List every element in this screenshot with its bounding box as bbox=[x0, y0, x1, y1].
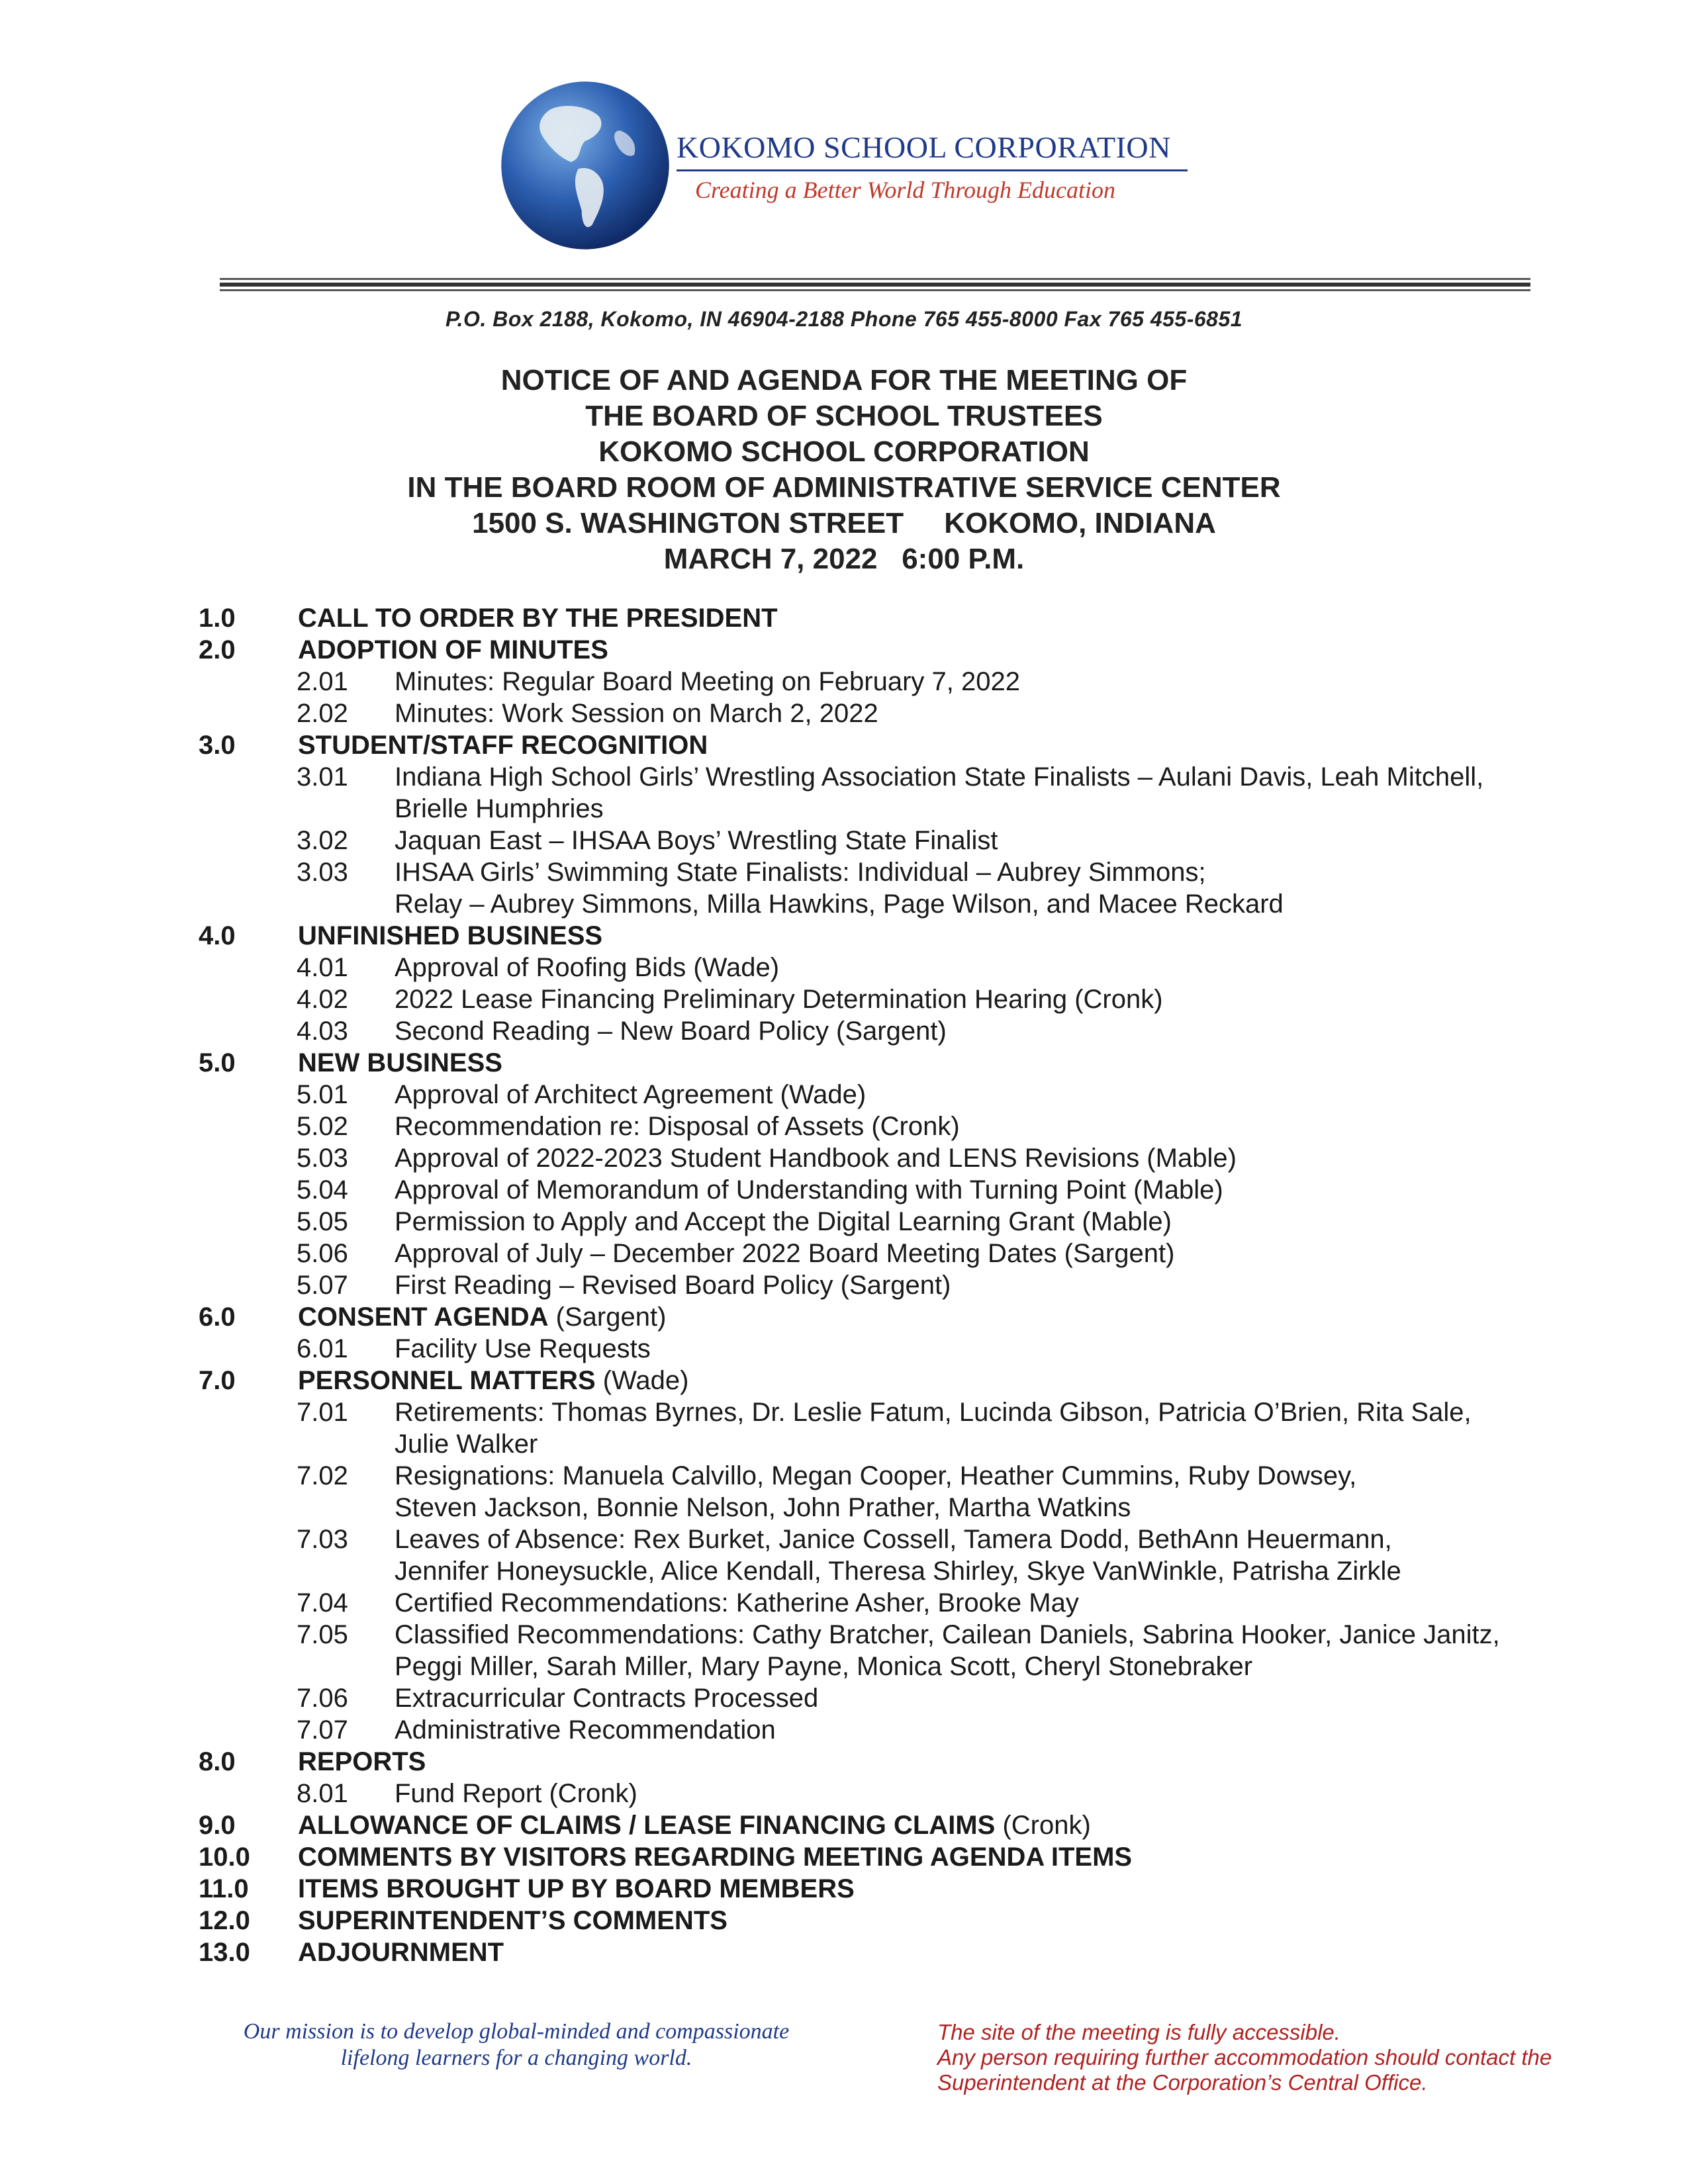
item-number: 5.07 bbox=[297, 1271, 348, 1300]
agenda-item bbox=[0, 1715, 1688, 1747]
item-line: IHSAA Girls’ Swimming State Finalists: Individual – Aubrey Simmons; bbox=[395, 858, 1206, 887]
agenda-item bbox=[0, 1684, 1688, 1715]
item-line: Resignations: Manuela Calvillo, Megan Cooper, Heather Cummins, Ruby Dowsey, bbox=[395, 1461, 1357, 1490]
agenda-item bbox=[0, 1334, 1688, 1366]
agenda-section bbox=[0, 604, 1688, 635]
title-line: IN THE BOARD ROOM OF ADMINISTRATIVE SERVICE CENTER bbox=[407, 471, 1281, 504]
section-title: ADJOURNMENT bbox=[298, 1938, 504, 1967]
item-number: 7.06 bbox=[297, 1684, 348, 1713]
agenda-item bbox=[0, 1112, 1688, 1144]
title-line: MARCH 7, 2022 6:00 P.M. bbox=[663, 543, 1025, 575]
section-number: 10.0 bbox=[199, 1843, 250, 1872]
agenda-item bbox=[0, 1239, 1688, 1271]
agenda-section bbox=[0, 1302, 1688, 1334]
item-line: Classified Recommendations: Cathy Bratcher, Cailean Daniels, Sabrina Hooker, Janice Janitz, bbox=[395, 1620, 1500, 1649]
section-heading bbox=[298, 921, 602, 951]
header-divider bbox=[220, 278, 1530, 294]
item-number: 6.01 bbox=[297, 1334, 348, 1363]
section-number: 3.0 bbox=[199, 731, 236, 760]
item-number: 4.02 bbox=[297, 985, 348, 1014]
section-heading bbox=[298, 1366, 688, 1396]
item-line: Approval of Roofing Bids (Wade) bbox=[395, 953, 780, 982]
agenda-item bbox=[0, 1525, 1688, 1588]
item-text bbox=[395, 1239, 1174, 1271]
section-title: NEW BUSINESS bbox=[298, 1048, 502, 1077]
item-line: Minutes: Work Session on March 2, 2022 bbox=[395, 699, 878, 728]
section-title: COMMENTS BY VISITORS REGARDING MEETING AGENDA ITEMS bbox=[298, 1843, 1133, 1872]
item-text bbox=[395, 1715, 776, 1747]
section-heading bbox=[298, 1874, 855, 1904]
org-name-underline bbox=[677, 169, 1188, 171]
item-number: 3.02 bbox=[297, 826, 348, 855]
agenda-section bbox=[0, 635, 1688, 667]
item-number: 7.05 bbox=[297, 1620, 348, 1649]
item-number: 5.04 bbox=[297, 1175, 348, 1205]
item-line: Leaves of Absence: Rex Burket, Janice Cossell, Tamera Dodd, BethAnn Heuermann, bbox=[395, 1525, 1392, 1554]
agenda-item bbox=[0, 1398, 1688, 1461]
section-number: 8.0 bbox=[199, 1747, 236, 1776]
item-line: Approval of Architect Agreement (Wade) bbox=[395, 1080, 867, 1109]
section-number: 7.0 bbox=[199, 1366, 236, 1395]
agenda-item bbox=[0, 1080, 1688, 1112]
item-text bbox=[395, 1080, 866, 1112]
section-heading bbox=[298, 731, 708, 760]
agenda-item bbox=[0, 1779, 1688, 1811]
section-title: ITEMS BROUGHT UP BY BOARD MEMBERS bbox=[298, 1874, 855, 1903]
section-heading bbox=[298, 1811, 1091, 1841]
agenda-item bbox=[0, 1144, 1688, 1175]
section-number: 11.0 bbox=[199, 1874, 249, 1903]
item-line: First Reading – Revised Board Policy (Sargent) bbox=[395, 1271, 951, 1300]
agenda-item bbox=[0, 1620, 1688, 1684]
agenda-section bbox=[0, 1874, 1688, 1906]
org-tagline: Creating a Better World Through Education bbox=[695, 177, 1115, 203]
item-text bbox=[395, 667, 1020, 699]
section-number: 2.0 bbox=[199, 635, 236, 664]
item-text bbox=[395, 1175, 1223, 1207]
agenda-item bbox=[0, 826, 1688, 858]
globe-logo-icon bbox=[498, 78, 673, 253]
item-text bbox=[395, 1017, 947, 1048]
section-heading bbox=[298, 1747, 426, 1777]
accessibility-notice bbox=[937, 2020, 1613, 2095]
item-number: 5.06 bbox=[297, 1239, 348, 1268]
agenda-list bbox=[0, 604, 1688, 1970]
item-line: Jennifer Honeysuckle, Alice Kendall, Theresa Shirley, Skye VanWinkle, Patrisha Zirkle bbox=[395, 1557, 1401, 1586]
item-text bbox=[395, 1112, 960, 1144]
item-line: 2022 Lease Financing Preliminary Determination Hearing (Cronk) bbox=[395, 985, 1163, 1014]
agenda-item bbox=[0, 699, 1688, 731]
section-number: 4.0 bbox=[199, 921, 236, 950]
agenda-item bbox=[0, 1588, 1688, 1620]
agenda-item bbox=[0, 1271, 1688, 1302]
agenda-section bbox=[0, 1811, 1688, 1843]
section-number: 1.0 bbox=[199, 604, 236, 633]
item-text bbox=[395, 1207, 1172, 1239]
item-text bbox=[395, 1144, 1237, 1175]
agenda-item bbox=[0, 667, 1688, 699]
item-line: Jaquan East – IHSAA Boys’ Wrestling State Finalist bbox=[395, 826, 998, 855]
section-title: REPORTS bbox=[298, 1747, 426, 1776]
item-text bbox=[395, 699, 878, 731]
section-number: 5.0 bbox=[199, 1048, 236, 1077]
section-number: 13.0 bbox=[199, 1938, 250, 1967]
item-text bbox=[395, 1525, 1401, 1588]
item-line: Facility Use Requests bbox=[395, 1334, 651, 1363]
item-number: 3.01 bbox=[297, 762, 348, 792]
section-title: ADOPTION OF MINUTES bbox=[298, 635, 608, 664]
mission-line: Our mission is to develop global-minded and compassionate bbox=[243, 2019, 790, 2044]
section-presenter: (Cronk) bbox=[1002, 1811, 1091, 1840]
section-heading bbox=[298, 1843, 1132, 1872]
item-number: 5.01 bbox=[297, 1080, 348, 1109]
item-number: 8.01 bbox=[297, 1779, 348, 1808]
section-heading bbox=[298, 1938, 504, 1968]
item-line: Retirements: Thomas Byrnes, Dr. Leslie Fatum, Lucinda Gibson, Patricia O’Brien, Rita Sale, bbox=[395, 1398, 1472, 1427]
item-text bbox=[395, 1620, 1500, 1684]
agenda-item bbox=[0, 1207, 1688, 1239]
item-text bbox=[395, 1684, 818, 1715]
section-number: 9.0 bbox=[199, 1811, 236, 1840]
section-title: CALL TO ORDER BY THE PRESIDENT bbox=[298, 604, 778, 633]
agenda-section bbox=[0, 1747, 1688, 1779]
item-line: Fund Report (Cronk) bbox=[395, 1779, 637, 1808]
section-title: UNFINISHED BUSINESS bbox=[298, 921, 603, 950]
item-text bbox=[395, 1398, 1472, 1461]
section-title: SUPERINTENDENT’S COMMENTS bbox=[298, 1906, 727, 1935]
item-text bbox=[395, 1461, 1356, 1525]
section-presenter: (Wade) bbox=[602, 1366, 689, 1395]
item-line: Administrative Recommendation bbox=[395, 1715, 776, 1745]
agenda-item bbox=[0, 858, 1688, 921]
agenda-item bbox=[0, 1017, 1688, 1048]
section-heading bbox=[298, 1048, 502, 1078]
item-text bbox=[395, 762, 1483, 826]
item-line: Minutes: Regular Board Meeting on February 7, 2022 bbox=[395, 667, 1020, 696]
address-line: P.O. Box 2188, Kokomo, IN 46904-2188 Phone 765 455-8000 Fax 765 455-6851 bbox=[445, 307, 1243, 331]
org-name: KOKOMO SCHOOL CORPORATION bbox=[677, 130, 1171, 164]
agenda-item bbox=[0, 762, 1688, 826]
item-line: Certified Recommendations: Katherine Asher, Brooke May bbox=[395, 1588, 1079, 1617]
item-number: 2.02 bbox=[297, 699, 348, 728]
section-title: ALLOWANCE OF CLAIMS / LEASE FINANCING CLAIMS bbox=[298, 1811, 996, 1840]
item-text bbox=[395, 1334, 651, 1366]
section-heading bbox=[298, 635, 608, 665]
item-line: Approval of Memorandum of Understanding with Turning Point (Mable) bbox=[395, 1175, 1223, 1205]
item-number: 5.03 bbox=[297, 1144, 348, 1173]
item-line: Permission to Apply and Accept the Digital Learning Grant (Mable) bbox=[395, 1207, 1172, 1236]
item-number: 4.03 bbox=[297, 1017, 348, 1046]
item-line: Indiana High School Girls’ Wrestling Association State Finalists – Aulani Davis, Leah Mitchell, bbox=[395, 762, 1484, 792]
item-number: 7.02 bbox=[297, 1461, 348, 1490]
agenda-section bbox=[0, 731, 1688, 762]
item-line: Approval of July – December 2022 Board Meeting Dates (Sargent) bbox=[395, 1239, 1175, 1268]
item-number: 2.01 bbox=[297, 667, 348, 696]
item-text bbox=[395, 826, 998, 858]
item-number: 5.02 bbox=[297, 1112, 348, 1141]
access-line: The site of the meeting is fully accessible. bbox=[937, 2020, 1340, 2044]
section-title: STUDENT/STAFF RECOGNITION bbox=[298, 731, 708, 760]
item-line: Recommendation re: Disposal of Assets (Cronk) bbox=[395, 1112, 960, 1141]
item-text bbox=[395, 1779, 637, 1811]
title-line: 1500 S. WASHINGTON STREET KOKOMO, INDIANA bbox=[472, 507, 1216, 539]
item-number: 7.07 bbox=[297, 1715, 348, 1745]
agenda-section bbox=[0, 1843, 1688, 1874]
item-number: 7.01 bbox=[297, 1398, 348, 1427]
section-presenter: (Sargent) bbox=[555, 1302, 667, 1332]
section-heading bbox=[298, 1302, 666, 1332]
item-line: Extracurricular Contracts Processed bbox=[395, 1684, 819, 1713]
item-number: 3.03 bbox=[297, 858, 348, 887]
agenda-item bbox=[0, 985, 1688, 1017]
access-line: Superintendent at the Corporation’s Central Office. bbox=[937, 2070, 1428, 2095]
item-line: Steven Jackson, Bonnie Nelson, John Prather, Martha Watkins bbox=[395, 1493, 1131, 1522]
access-line: Any person requiring further accommodation should contact the bbox=[937, 2045, 1552, 2070]
agenda-section bbox=[0, 1048, 1688, 1080]
item-line: Brielle Humphries bbox=[395, 794, 604, 823]
item-line: Peggi Miller, Sarah Miller, Mary Payne, Monica Scott, Cheryl Stonebraker bbox=[395, 1652, 1253, 1681]
item-text bbox=[395, 953, 779, 985]
section-title: PERSONNEL MATTERS bbox=[298, 1366, 596, 1395]
section-heading bbox=[298, 604, 778, 633]
agenda-section bbox=[0, 1366, 1688, 1398]
item-line: Second Reading – New Board Policy (Sargent) bbox=[395, 1017, 947, 1046]
agenda-section bbox=[0, 1938, 1688, 1970]
meeting-title bbox=[0, 363, 1688, 577]
agenda-item bbox=[0, 1461, 1688, 1525]
section-number: 12.0 bbox=[199, 1906, 250, 1935]
agenda-item bbox=[0, 1175, 1688, 1207]
mission-line: lifelong learners for a changing world. bbox=[340, 2046, 692, 2070]
item-text bbox=[395, 1588, 1079, 1620]
agenda-section bbox=[0, 1906, 1688, 1938]
title-line: KOKOMO SCHOOL CORPORATION bbox=[598, 435, 1090, 468]
title-line: THE BOARD OF SCHOOL TRUSTEES bbox=[585, 400, 1103, 432]
item-number: 4.01 bbox=[297, 953, 348, 982]
section-heading bbox=[298, 1906, 727, 1936]
item-text bbox=[395, 985, 1163, 1017]
agenda-item bbox=[0, 953, 1688, 985]
section-title: CONSENT AGENDA bbox=[298, 1302, 549, 1332]
mission-statement bbox=[205, 2019, 827, 2071]
agenda-section bbox=[0, 921, 1688, 953]
item-line: Relay – Aubrey Simmons, Milla Hawkins, Page Wilson, and Macee Reckard bbox=[395, 889, 1284, 919]
item-text bbox=[395, 1271, 951, 1302]
item-number: 7.03 bbox=[297, 1525, 348, 1554]
item-line: Julie Walker bbox=[395, 1430, 538, 1459]
item-text bbox=[395, 858, 1284, 921]
section-number: 6.0 bbox=[199, 1302, 236, 1332]
item-line: Approval of 2022-2023 Student Handbook and LENS Revisions (Mable) bbox=[395, 1144, 1237, 1173]
item-number: 5.05 bbox=[297, 1207, 348, 1236]
item-number: 7.04 bbox=[297, 1588, 348, 1617]
title-line: NOTICE OF AND AGENDA FOR THE MEETING OF bbox=[500, 364, 1188, 396]
